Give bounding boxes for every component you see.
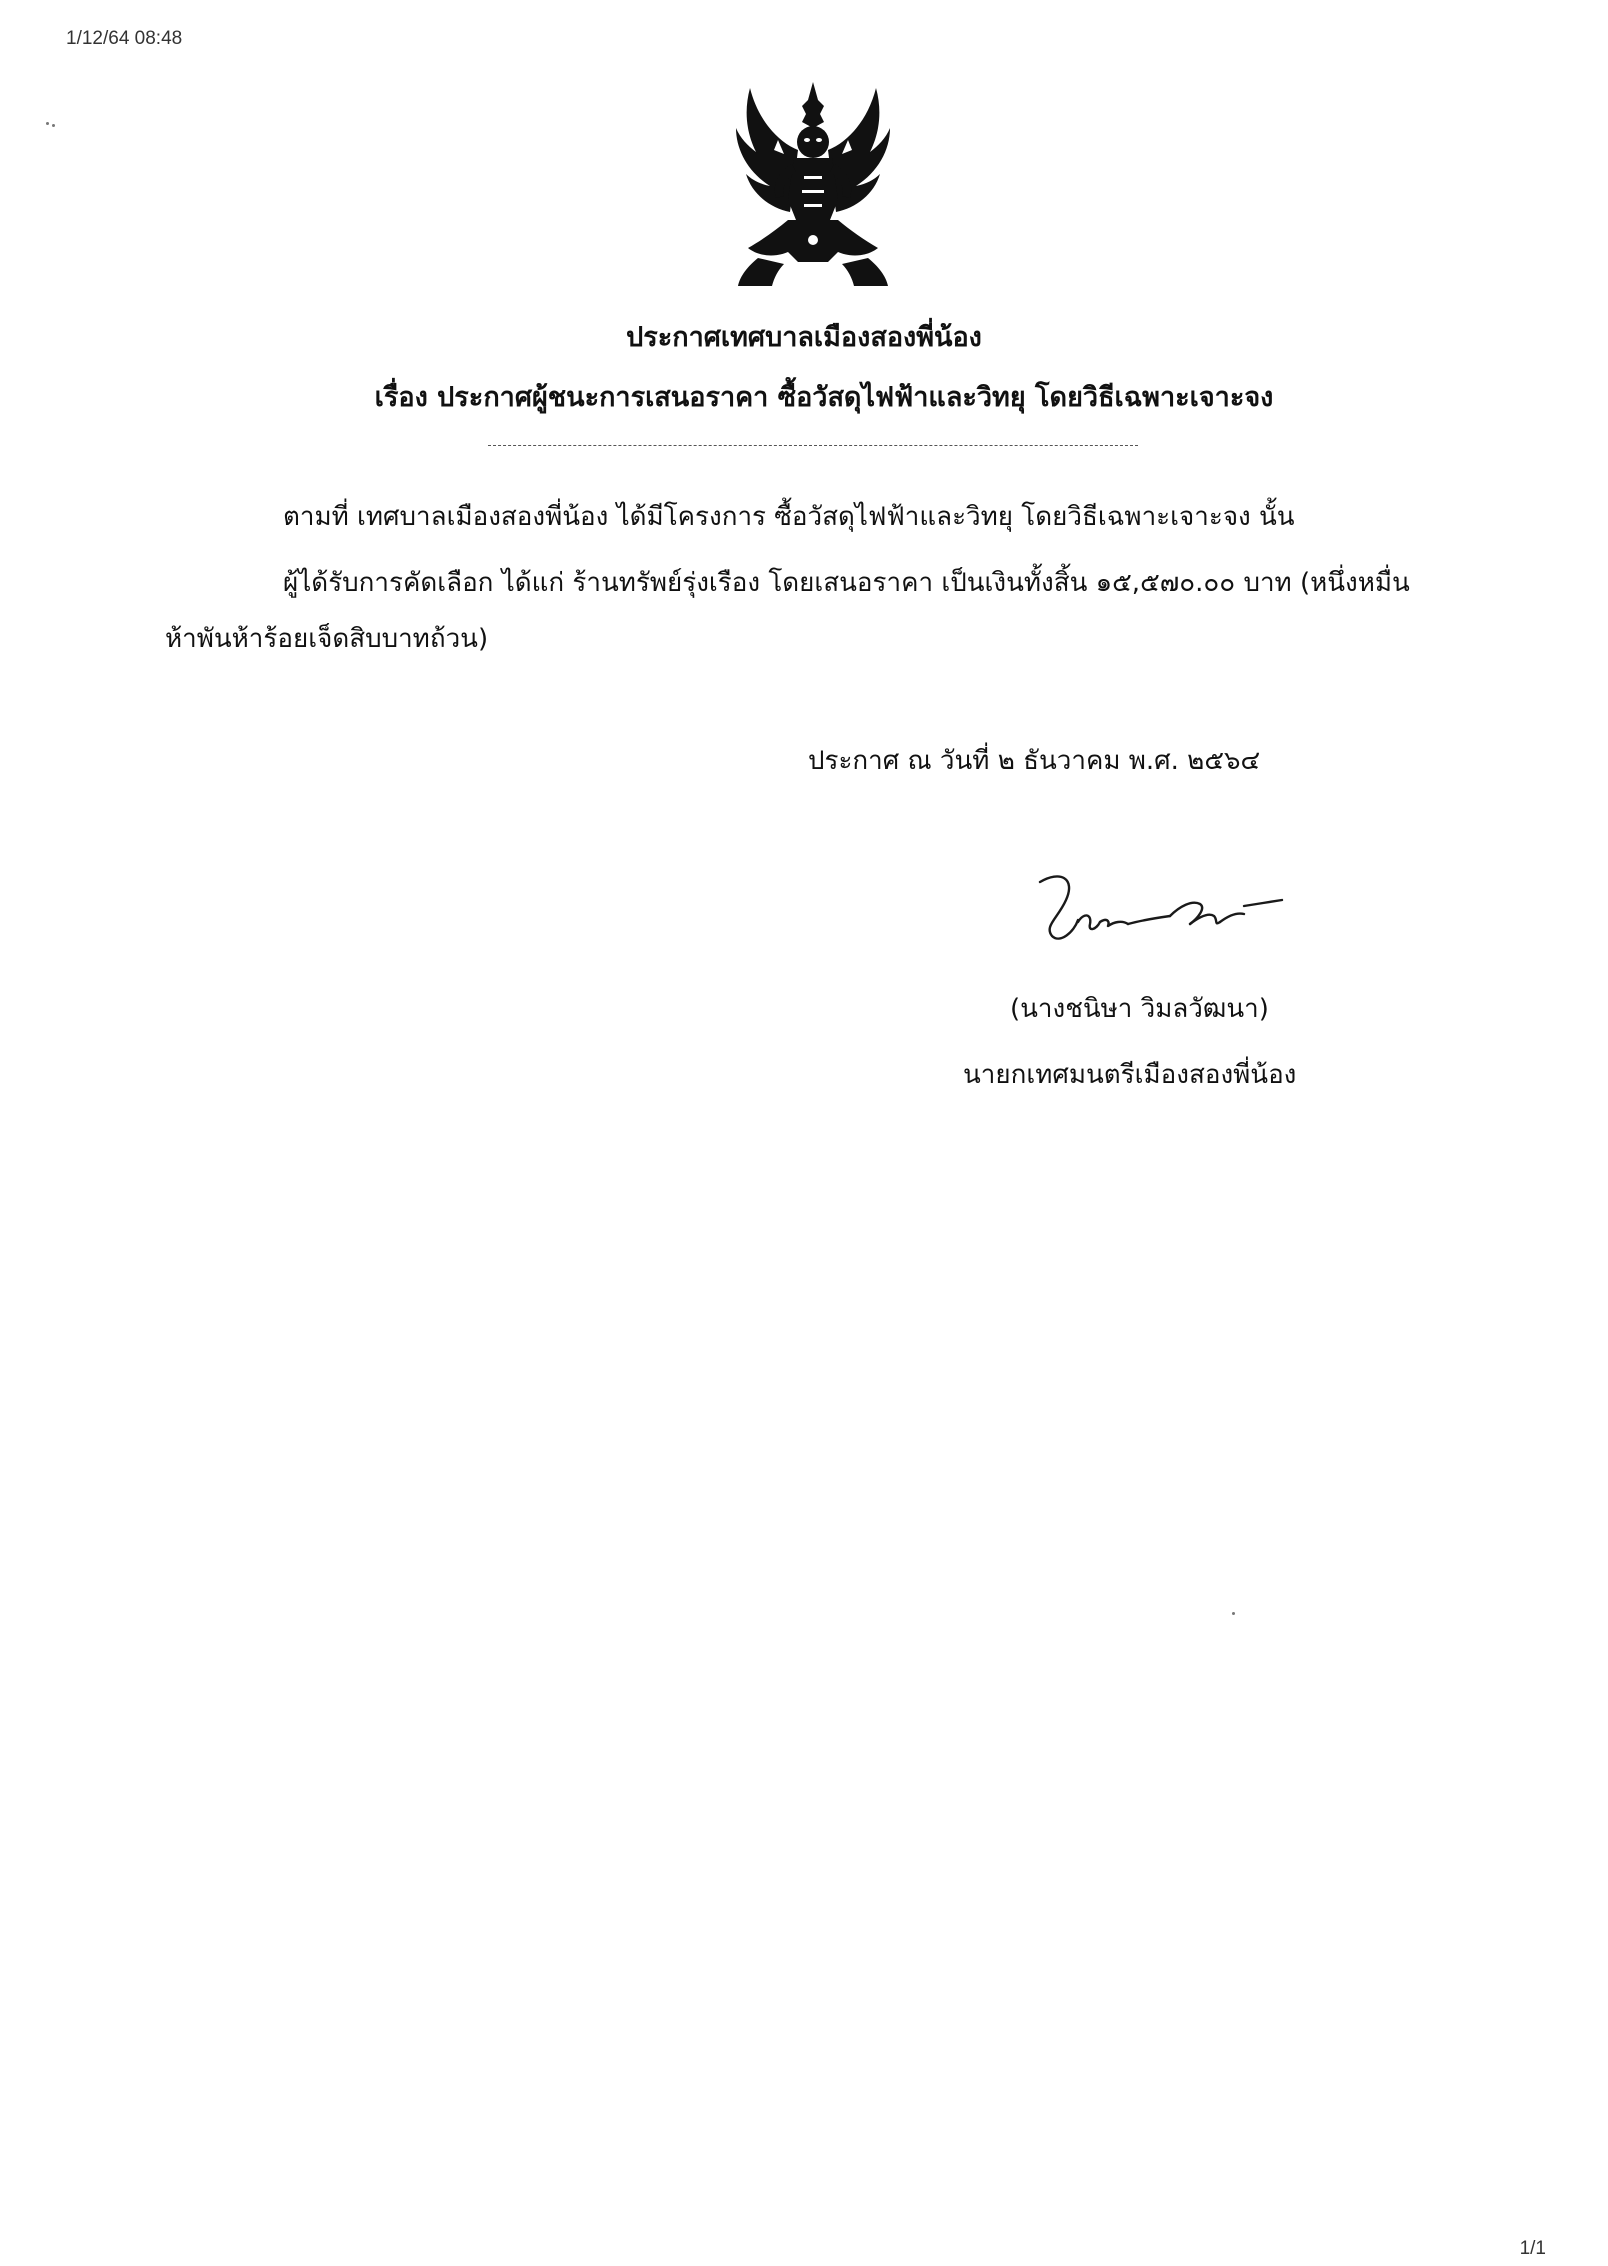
garuda-emblem-icon (718, 80, 908, 292)
signatory-name: (นางชนิษา วิมลวัฒนา) (1010, 994, 1269, 1024)
body-paragraph-2-line-2: ห้าพันห้าร้อยเจ็ดสิบบาทถ้วน) (165, 624, 489, 654)
scan-speck (52, 124, 55, 127)
body-paragraph-2-line-1: ผู้ได้รับการคัดเลือก ได้แก่ ร้านทรัพย์รุ่งเรือง โดยเสนอราคา เป็นเงินทั้งสิ้น ๑๕,๕๗๐.๐๐ บาท (หนึ่งหมื่น (283, 568, 1410, 598)
announcement-dateline: ประกาศ ณ วันที่ ๒ ธันวาคม พ.ศ. ๒๕๖๔ (808, 746, 1261, 776)
announcement-subject: เรื่อง ประกาศผู้ชนะการเสนอราคา ซื้อวัสดุไฟฟ้าและวิทยุ โดยวิธีเฉพาะเจาะจง (374, 382, 1274, 413)
scan-speck (1232, 1612, 1235, 1615)
handwritten-signature (1030, 860, 1290, 970)
announcement-issuer-title: ประกาศเทศบาลเมืองสองพี่น้อง (626, 322, 982, 353)
body-paragraph-1: ตามที่ เทศบาลเมืองสองพี่น้อง ได้มีโครงการ ซื้อวัสดุไฟฟ้าและวิทยุ โดยวิธีเฉพาะเจาะจง นั้น (283, 502, 1295, 532)
page-number: 1/1 (1519, 2238, 1546, 2259)
signatory-position: นายกเทศมนตรีเมืองสองพี่น้อง (963, 1060, 1297, 1090)
heading-divider (488, 445, 1138, 446)
scan-speck (46, 122, 49, 125)
print-timestamp: 1/12/64 08:48 (66, 28, 183, 49)
